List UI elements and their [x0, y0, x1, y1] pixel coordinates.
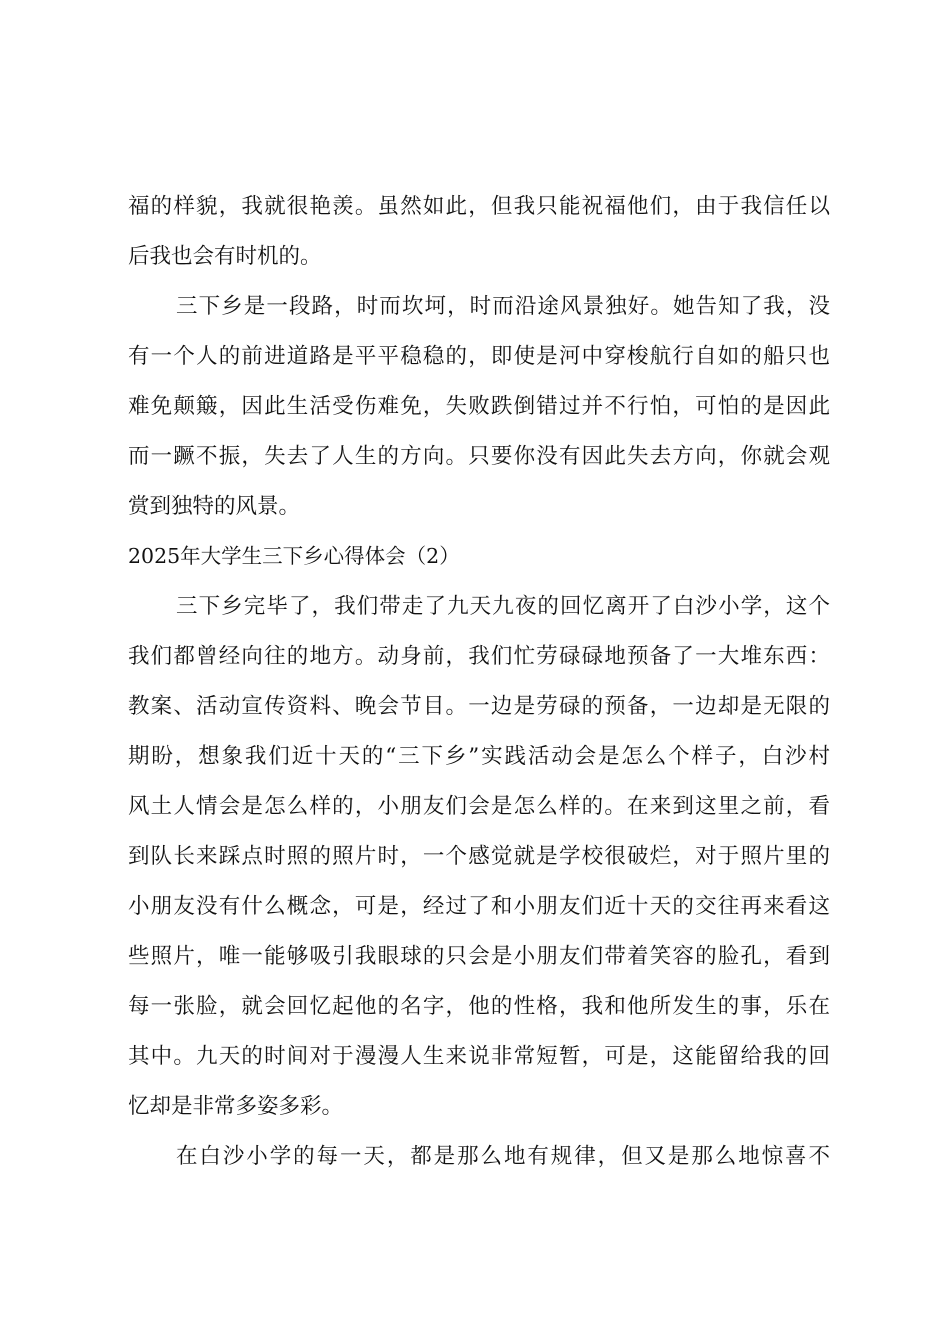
paragraph-3-line-7: 小朋友没有什么概念，可是，经过了和小朋友们近十天的交往再来看这: [128, 894, 830, 919]
paragraph-3-line-9: 每一张脸，就会回忆起他的名字，他的性格，我和他所发生的事，乐在: [128, 994, 830, 1019]
paragraph-4-line-1: 在白沙小学的每一天，都是那么地有规律，但又是那么地惊喜不: [176, 1144, 830, 1169]
paragraph-2-line-5: 赏到独特的风景。: [128, 494, 301, 519]
paragraph-3-line-3: 教案、活动宣传资料、晚会节目。一边是劳碌的预备，一边却是无限的: [128, 694, 830, 719]
paragraph-3-line-4: 期盼，想象我们近十天的“三下乡”实践活动会是怎么个样子，白沙村: [128, 744, 830, 769]
paragraph-2-line-4: 而一蹶不振，失去了人生的方向。只要你没有因此失去方向，你就会观: [128, 444, 830, 469]
paragraph-3-line-10: 其中。九天的时间对于漫漫人生来说非常短暂，可是，这能留给我的回: [128, 1044, 830, 1069]
paragraph-3-line-2: 我们都曾经向往的地方。动身前，我们忙劳碌碌地预备了一大堆东西：: [128, 644, 830, 669]
paragraph-3-line-1: 三下乡完毕了，我们带走了九天九夜的回忆离开了白沙小学，这个: [176, 594, 830, 619]
paragraph-3-line-11: 忆却是非常多姿多彩。: [128, 1094, 344, 1119]
paragraph-2-line-3: 难免颠簸，因此生活受伤难免，失败跌倒错过并不行怕，可怕的是因此: [128, 394, 830, 419]
paragraph-1-line-2: 后我也会有时机的。: [128, 244, 322, 269]
paragraph-1-line-1: 福的样貌，我就很艳羡。虽然如此，但我只能祝福他们，由于我信任以: [128, 194, 830, 219]
paragraph-2-line-2: 有一个人的前进道路是平平稳稳的，即使是河中穿梭航行自如的船只也: [128, 344, 830, 369]
paragraph-3-line-5: 风土人情会是怎么样的，小朋友们会是怎么样的。在来到这里之前，看: [128, 794, 830, 819]
paragraph-3-line-6: 到队长来踩点时照的照片时，一个感觉就是学校很破烂，对于照片里的: [128, 844, 830, 869]
section-heading: 2025年大学生三下乡心得体会（2）: [128, 544, 460, 568]
paragraph-3-line-8: 些照片，唯一能够吸引我眼球的只会是小朋友们带着笑容的脸孔，看到: [128, 944, 830, 969]
paragraph-2-line-1: 三下乡是一段路，时而坎坷，时而沿途风景独好。她告知了我，没: [176, 294, 830, 319]
